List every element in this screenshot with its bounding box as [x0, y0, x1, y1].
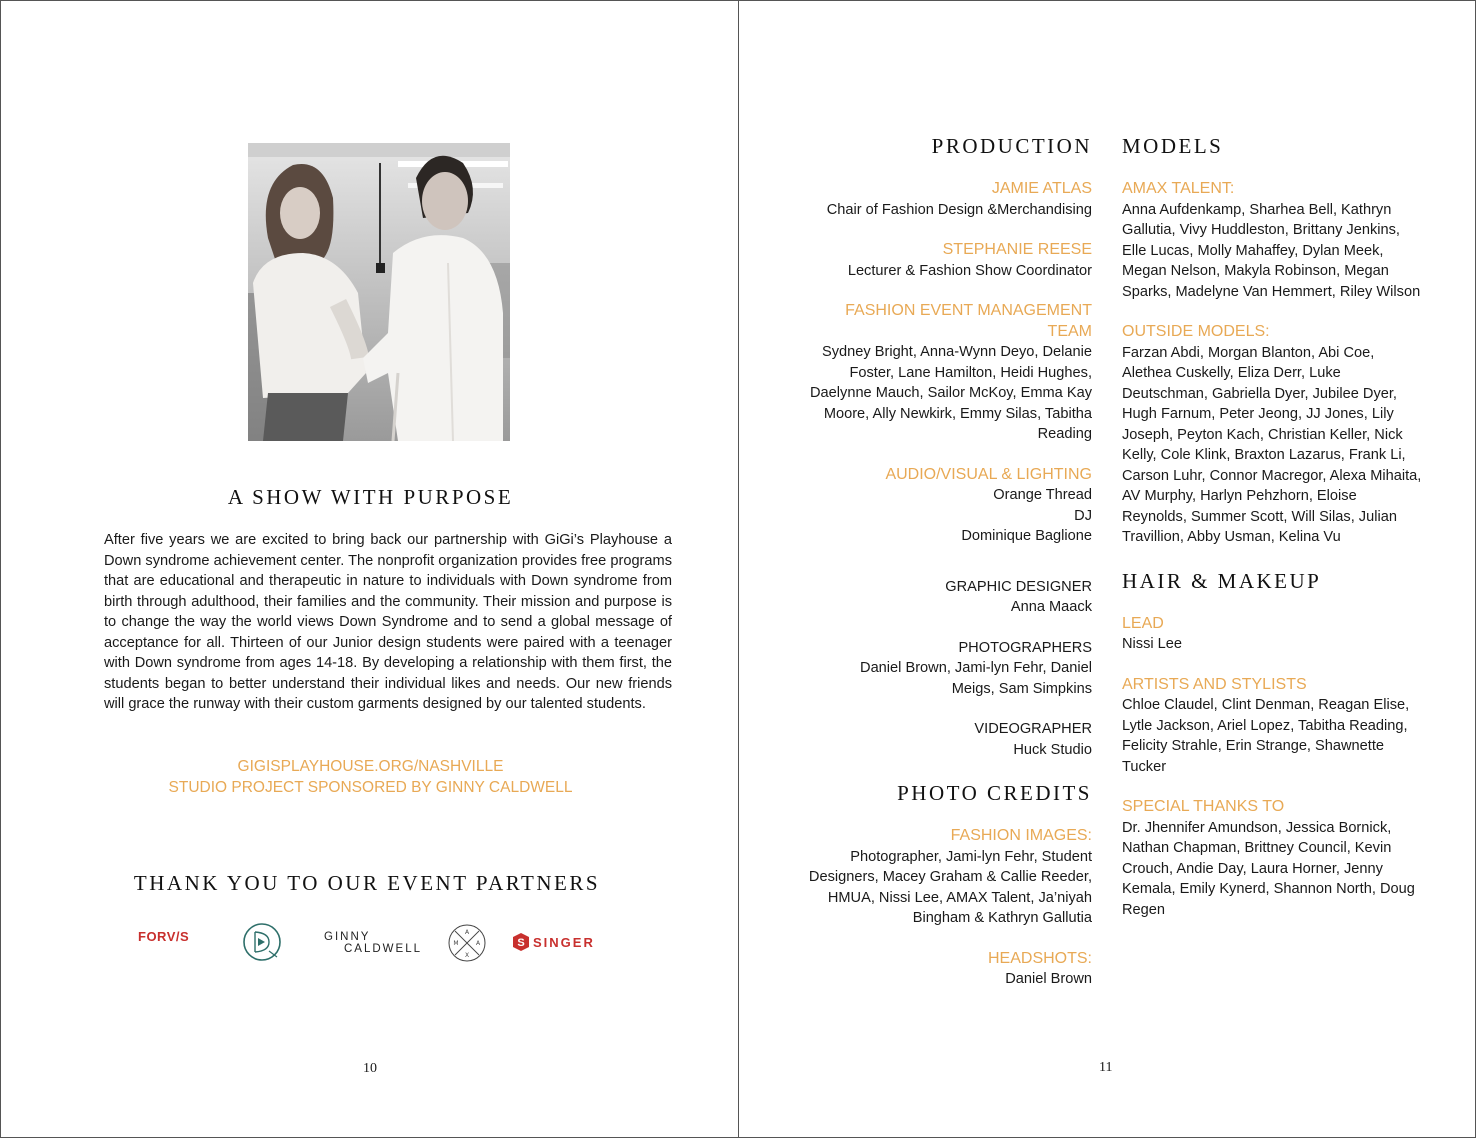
students-photo [248, 143, 510, 441]
page-number-right: 11 [1099, 1060, 1113, 1075]
ginny-caldwell-logo [324, 931, 422, 955]
models-block-1 [1122, 179, 1422, 302]
photo-credits-block-2 [789, 949, 1092, 990]
hair-makeup-block-1 [1122, 614, 1422, 655]
singer-s-badge-icon [513, 933, 529, 951]
role-title: SPECIAL THANKS TO [1122, 798, 1285, 815]
role-title: PHOTOGRAPHERS [958, 639, 1092, 656]
amax-logo [447, 923, 487, 968]
photo-credits-block-1 [789, 826, 1092, 929]
production-block-7 [789, 719, 1092, 760]
role-names-line1: Orange Thread [993, 487, 1092, 503]
role-names: Sydney Bright, Anna-Wynn Deyo, Delanie Foster, Lane Hamilton, Heidi Hughes, Daelynne Mauch, Sailor McKoy, Emma Kay Moore, Ally Newkirk, Emmy Silas, Tabitha Reading [810, 344, 1092, 442]
role-names: Farzan Abdi, Morgan Blanton, Abi Coe, Alethea Cuskelly, Eliza Derr, Luke Deutschman, Gabriella Dyer, Jubilee Dyer, Hugh Farnum, Peter Jeong, JJ Jones, Lily Joseph, Peyton Kach, Christian Keller, Nick Kelly, Cole Klink, Braxton Lazarus, Frank Li, Carson Luhr, Connor Macregor, Alexa Mihaita, AV Murphy, Harlyn Pehzhorn, Eloise Reynolds, Summer Scott, Will Silas, Julian Travillion, Abby Usman, Kelina Vu [1122, 344, 1422, 545]
hair-makeup-heading: HAIR & MAKEUP [1122, 568, 1322, 593]
amax-letter-right: A [475, 940, 481, 947]
hair-makeup-block-3 [1122, 797, 1422, 920]
role-names: Huck Studio [1013, 741, 1092, 758]
production-block-1 [789, 179, 1092, 220]
hair-makeup-block-2 [1122, 675, 1422, 778]
role-title: FASHION IMAGES: [950, 827, 1092, 844]
production-block-5 [789, 577, 1092, 618]
ginny-logo-line1: GINNY [324, 931, 371, 943]
photo-credits-heading: PHOTO CREDITS [897, 781, 1092, 805]
page-number-left: 10 [363, 1061, 377, 1076]
role-title: GRAPHIC DESIGNER [945, 578, 1092, 595]
role-names: Anna Maack [1010, 599, 1092, 615]
role-title: JAMIE ATLAS [991, 180, 1092, 197]
role-names: Chair of Fashion Design &Merchandising [826, 201, 1092, 218]
singer-wordmark: SINGER [533, 934, 595, 950]
role-names: Chloe Claudel, Clint Denman, Reagan Elise, Lytle Jackson, Ariel Lopez, Tabitha Reading, Felicity Strahle, Erin Strange, Shawnette Tucker [1122, 697, 1410, 775]
show-with-purpose-heading: A SHOW WITH PURPOSE [227, 485, 514, 509]
ginny-logo-line2: CALDWELL [344, 943, 422, 955]
role-title: AMAX TALENT: [1122, 180, 1235, 197]
role-title: HEADSHOTS: [987, 949, 1092, 967]
models-block-2 [1122, 322, 1422, 548]
black-and-white-photo-image [248, 143, 510, 441]
role-title: OUTSIDE MODELS: [1122, 323, 1270, 340]
role-title: ARTISTS AND STYLISTS [1122, 675, 1307, 693]
role-names-line3: Dominique Baglione [961, 528, 1092, 544]
forvis-logo: FORV/S [138, 929, 190, 944]
production-block-2 [789, 240, 1092, 281]
event-partners-heading: THANK YOU TO OUR EVENT PARTNERS [133, 871, 601, 895]
sponsor-links [1, 756, 740, 798]
role-names: Nissi Lee [1122, 636, 1183, 652]
role-title: VIDEOGRAPHER [974, 721, 1092, 737]
role-title: LEAD [1122, 614, 1164, 632]
role-names: Anna Aufdenkamp, Sharhea Bell, Kathryn Gallutia, Vivy Huddleston, Brittany Jenkins, Elle Lucas, Molly Mahaffey, Dylan Meek, Megan Nelson, Makyla Robinson, Megan Sparks, Madelyne Van Hemmert, Riley Wilson [1122, 201, 1421, 300]
amax-x-icon [447, 923, 487, 963]
role-title: AUDIO/VISUAL & LIGHTING [885, 465, 1092, 483]
role-names: Daniel Brown [1005, 971, 1092, 987]
left-page [0, 0, 739, 1138]
production-block-4 [789, 465, 1092, 547]
production-heading: PRODUCTION [931, 134, 1092, 158]
role-title: STEPHANIE REESE [942, 241, 1092, 258]
role-names: Dr. Jhennifer Amundson, Jessica Bornick, Nathan Chapman, Brittney Council, Kevin Crouch, Andie Day, Laura Horner, Jenny Kemala, Emily Kynerd, Shannon North, Doug Regen [1122, 819, 1415, 918]
credits-right-column [1122, 133, 1422, 940]
role-names: Photographer, Jami-lyn Fehr, Student Designers, Macey Graham & Callie Reeder, HMUA, Nissi Lee, AMAX Talent, Ja’niyah Bingham & Kathryn Gallutia [808, 848, 1092, 926]
partnership-description: After five years we are excited to bring back our partnership with GiGi’s Playhouse a Down syndrome achievement center. The nonprofit organization provides free programs that are educational and therapeutic in nature to individuals with Down syndrome from birth through adulthood, their families and the community. Their mission and purpose is to change the way the world views Down Syndrome and to send a global message of acceptance for all. Thirteen of our Junior design students were paired with a teenager with Down syndrome from ages 14-18. By developing a relationship with them first, the students began to better understand their individual likes and needs. Our new friends will grace the runway with their custom garments designed by our talented students. [104, 532, 672, 712]
singer-logo [513, 933, 595, 951]
role-names-line2: DJ [1074, 507, 1092, 524]
gigis-playhouse-link[interactable]: GIGISPLAYHOUSE.ORG/NASHVILLE [237, 758, 504, 775]
credits-left-column [789, 133, 1092, 1010]
circle-crest-logo [241, 921, 283, 968]
svg-text:S: S [517, 937, 525, 949]
crest-icon [241, 921, 283, 963]
studio-sponsor-text: STUDIO PROJECT SPONSORED BY GINNY CALDWELL [168, 779, 573, 796]
models-heading: MODELS [1122, 134, 1224, 158]
production-block-6 [789, 638, 1092, 700]
role-names: Lecturer & Fashion Show Coordinator [847, 262, 1092, 279]
amax-letter-top: A [464, 929, 470, 936]
role-names: Daniel Brown, Jami-lyn Fehr, Daniel Meigs, Sam Simpkins [860, 660, 1092, 697]
amax-letter-bottom: X [464, 952, 470, 959]
production-block-3 [789, 301, 1092, 445]
role-title: FASHION EVENT MANAGEMENT TEAM [845, 302, 1092, 340]
amax-letter-left: M [453, 940, 459, 947]
